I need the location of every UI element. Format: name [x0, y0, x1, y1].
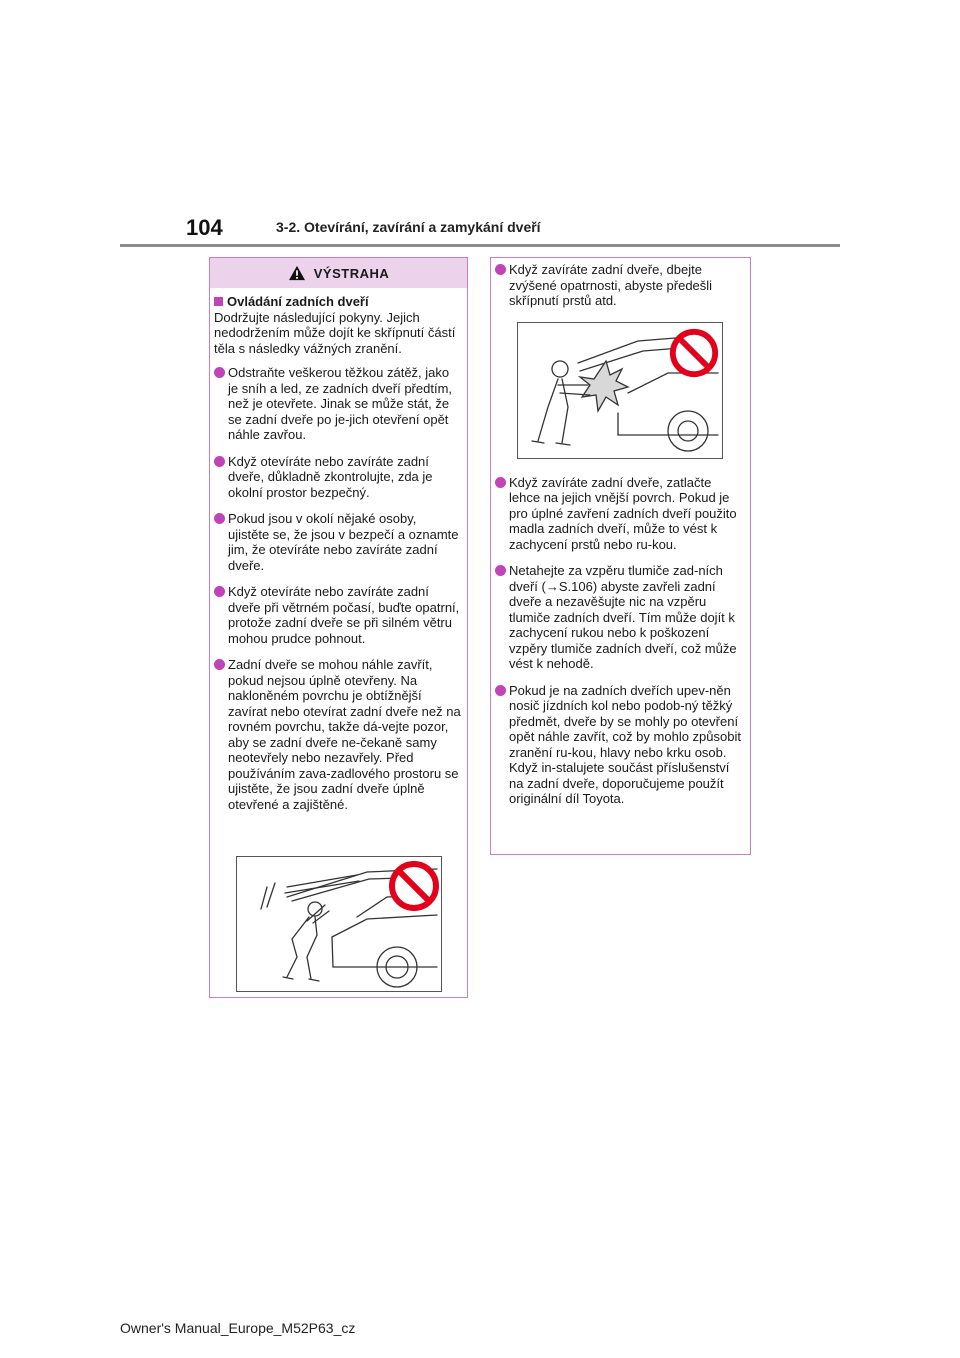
warning-subheading-text: Ovládání zadních dveří — [227, 294, 369, 309]
square-bullet-icon — [214, 297, 223, 306]
list-item — [495, 262, 744, 309]
list-item — [214, 454, 461, 501]
bullet-dot-icon — [214, 367, 225, 378]
bullet-dot-icon — [495, 477, 506, 488]
section-title: 3-2. Otevírání, zavírání a zamykání dveří — [276, 219, 541, 235]
list-item — [214, 584, 461, 646]
bullet-dot-icon — [214, 513, 225, 524]
warning-body — [210, 288, 467, 812]
bullet-dot-icon — [214, 586, 225, 597]
bullet-dot-icon — [495, 264, 506, 275]
list-item-text: Pokud je na zadních dveřích upev-něn nosič jízdních kol nebo podob-ný těžký předmět, dveře by se mohly po otevření opět náhle zavřít, což by mohlo způsobit zranění ru-kou, hlavy nebo krku osob. Když in-stalujete součást příslušenství na zadní dveře, doporučujeme použít originální díl Toyota. — [509, 682, 741, 806]
illustration-person-under-tailgate — [236, 856, 442, 992]
bullet-dot-icon — [214, 456, 225, 467]
list-item — [495, 563, 744, 672]
warning-subheading — [214, 294, 461, 310]
list-item — [214, 365, 461, 443]
bullet-dot-icon — [495, 565, 506, 576]
list-item-text: Když otevíráte nebo zavíráte zadní dveře, důkladně zkontrolujte, zda je okolní prostor bezpečný. — [228, 453, 433, 500]
list-item-text: Když zavíráte zadní dveře, dbejte zvýšené opatrnosti, abyste předešli skřípnutí prstů atd. — [509, 262, 713, 308]
warning-triangle-icon — [288, 265, 306, 281]
list-item — [214, 657, 461, 812]
warning-title: VÝSTRAHA — [313, 265, 390, 281]
page-number: 104 — [186, 215, 223, 240]
list-item — [495, 475, 744, 553]
list-item-text: Netahejte za vzpěru tlumiče zad-ních dveří (→S.106) abyste zavřeli zadní dveře a nezavěšujte nic na vzpěru tlumiče zadních dveří. Tím může dojít k zachycení rukou nebo k poškození vzpěry tlumiče zadních dveří, což může vést k nehodě. — [509, 563, 737, 671]
list-item-text: Odstraňte veškerou těžkou zátěž, jako je sníh a led, ze zadních dveří předtím, než je otevřete. Jinak se může stát, že se zadní dveře po je-jich otevření opět náhle zavřou. — [228, 365, 453, 442]
warning-header — [210, 258, 467, 288]
warning-intro: Dodržujte následující pokyny. Jejich nedodržením může dojít ke skřípnutí částí těla s následky vážných zranění. — [214, 309, 456, 356]
header-rule — [120, 244, 840, 247]
list-item — [214, 511, 461, 573]
bullet-dot-icon — [214, 659, 225, 670]
list-item-text: Pokud jsou v okolí nějaké osoby, ujistěte se, že jsou v bezpečí a oznamte jim, že otevíráte nebo zavíráte zadní dveře. — [228, 511, 459, 573]
prohibition-icon — [387, 859, 441, 913]
illustration-finger-pinch — [517, 322, 723, 459]
list-item-text: Zadní dveře se mohou náhle zavřít, pokud nejsou úplně otevřeny. Na nakloněném povrchu je obtížnější zavírat nebo otevírat zadní dveře než na rovném povrchu, takže dá-vejte pozor, aby se zadní dveře ne-čekaně samy neotevřely nebo nezavřely. Před používáním zava-zadlového prostoru se ujistěte, že jsou zadní dveře úplně otevřené a zajištěné. — [228, 657, 461, 812]
bullet-dot-icon — [495, 685, 506, 696]
prohibition-icon — [668, 327, 720, 379]
list-item-text: Když otevíráte nebo zavíráte zadní dveře při větrném počasí, buďte opatrní, protože zadní dveře se při silném větru mohou prudce pohnout. — [228, 584, 460, 646]
footer-text: Owner's Manual_Europe_M52P63_cz — [120, 1320, 356, 1336]
list-item — [495, 683, 744, 807]
list-item-text: Když zavíráte zadní dveře, zatlačte lehce na jejich vnější povrch. Pokud je pro úplné zavření zadních dveří použito madla zadních dveří, může to vést k zachycení prstů nebo ru-kou. — [509, 474, 737, 552]
